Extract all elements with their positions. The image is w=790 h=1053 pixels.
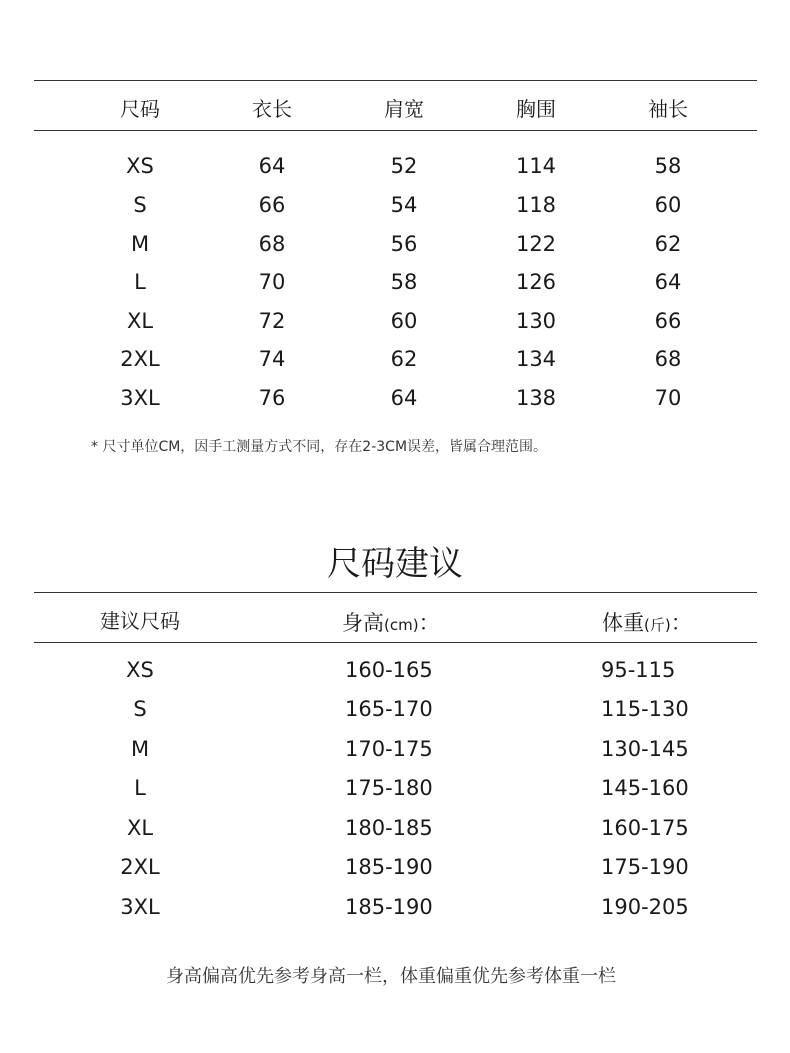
cell-sleeve: 70 [654,386,682,410]
cell-height: 185-190 [345,855,433,879]
cell-weight: 175-190 [601,855,689,879]
cell-sleeve: 66 [654,309,682,333]
cell-shoulder: 60 [390,309,418,333]
cell-length: 74 [258,347,286,371]
cell-weight: 190-205 [601,895,689,919]
header-rule [34,130,757,131]
cell-sleeve: 68 [654,347,682,371]
cell-size: XS [126,658,154,682]
cell-height: 165-170 [345,697,433,721]
cell-size: M [130,737,150,761]
cell-length: 64 [258,154,286,178]
cell-size: XL [126,816,154,840]
cell-chest: 114 [515,154,557,178]
header-weight [602,607,692,637]
cell-size: XL [126,309,154,333]
cell-chest: 122 [515,232,557,256]
header-shoulder: 肩宽 [384,97,424,121]
cell-weight: 115-130 [601,697,689,721]
header-height-colon: ： [418,611,440,635]
header-suggested-size: 建议尺码 [100,609,180,633]
cell-weight: 145-160 [601,776,689,800]
cell-shoulder: 64 [390,386,418,410]
header-height-label: 身高 [342,611,384,635]
cell-length: 68 [258,232,286,256]
cell-weight: 130-145 [601,737,689,761]
cell-size: L [134,776,146,800]
header-weight-colon: ： [670,611,692,635]
cell-length: 66 [258,193,286,217]
cell-length: 76 [258,386,286,410]
header-length: 衣长 [252,97,292,121]
cell-shoulder: 54 [390,193,418,217]
header-sleeve: 袖长 [648,97,688,121]
cell-shoulder: 56 [390,232,418,256]
cell-sleeve: 64 [654,270,682,294]
top-rule [34,80,757,81]
header-weight-label: 体重 [602,611,644,635]
cell-size: 3XL [120,895,160,919]
cell-shoulder: 52 [390,154,418,178]
cell-height: 160-165 [345,658,433,682]
suggest-top-rule [34,592,757,593]
section-title: 尺码建议 [327,544,463,584]
cell-size: L [134,270,146,294]
cell-chest: 130 [515,309,557,333]
cell-weight: 95-115 [601,658,676,682]
cell-size: S [133,697,147,721]
cell-chest: 134 [515,347,557,371]
cell-height: 170-175 [345,737,433,761]
cell-size: 3XL [120,386,160,410]
cell-chest: 126 [515,270,557,294]
cell-sleeve: 62 [654,232,682,256]
cell-shoulder: 62 [390,347,418,371]
header-height-unit: (cm) [384,616,419,634]
cell-length: 70 [258,270,286,294]
footer-note: 身高偏高优先参考身高一栏，体重偏重优先参考体重一栏 [166,966,616,987]
cell-sleeve: 58 [654,154,682,178]
cell-height: 175-180 [345,776,433,800]
suggest-header-rule [34,642,757,643]
cell-height: 180-185 [345,816,433,840]
cell-size: 2XL [120,347,160,371]
cell-sleeve: 60 [654,193,682,217]
cell-size: 2XL [120,855,160,879]
cell-chest: 118 [515,193,557,217]
cell-height: 185-190 [345,895,433,919]
cell-size: XS [126,154,154,178]
cell-weight: 160-175 [601,816,689,840]
header-chest: 胸围 [516,97,556,121]
cell-shoulder: 58 [390,270,418,294]
cell-size: S [133,193,147,217]
cell-length: 72 [258,309,286,333]
header-height [342,607,440,637]
measurement-note: * 尺寸单位CM，因手工测量方式不同，存在2-3CM误差，皆属合理范围。 [91,439,548,455]
header-weight-unit: (斤) [644,616,671,634]
cell-size: M [130,232,150,256]
cell-chest: 138 [515,386,557,410]
header-size: 尺码 [120,97,160,121]
